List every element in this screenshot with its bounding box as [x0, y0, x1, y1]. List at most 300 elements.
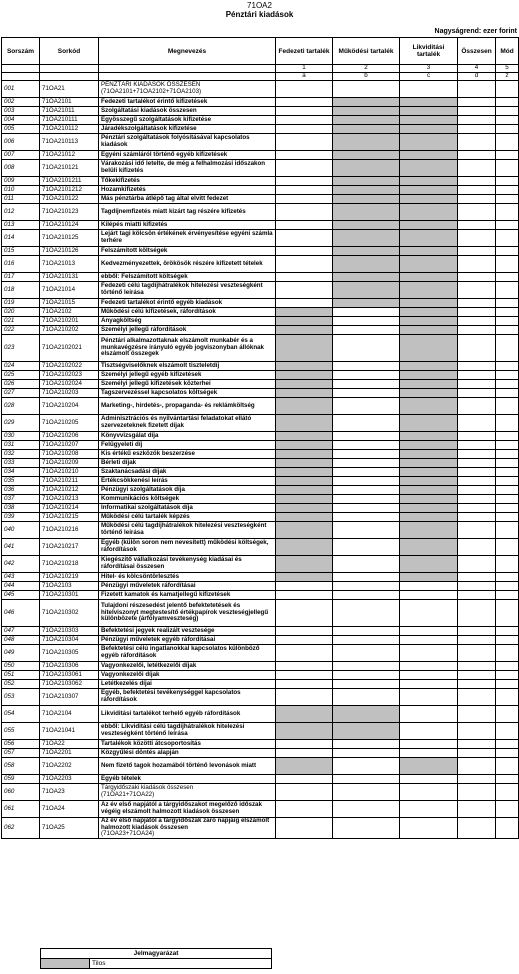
value-cell[interactable] — [276, 282, 333, 299]
row-code: 71OA2102021 — [40, 335, 99, 362]
value-cell[interactable] — [333, 582, 400, 591]
value-cell[interactable] — [496, 740, 519, 749]
value-cell[interactable] — [276, 160, 333, 177]
table-row — [2, 671, 519, 680]
value-cell[interactable] — [496, 450, 519, 459]
value-cell[interactable] — [333, 662, 400, 671]
value-cell[interactable] — [333, 495, 400, 504]
value-cell[interactable] — [333, 308, 400, 317]
value-cell[interactable] — [458, 380, 496, 389]
value-cell[interactable] — [276, 81, 333, 98]
value-cell[interactable] — [400, 645, 458, 662]
value-cell[interactable] — [458, 230, 496, 247]
value-cell[interactable] — [496, 151, 519, 160]
value-cell[interactable] — [458, 247, 496, 256]
value-cell[interactable] — [458, 459, 496, 468]
value-cell[interactable] — [333, 522, 400, 539]
value-cell[interactable] — [400, 801, 458, 818]
value-cell[interactable] — [496, 801, 519, 818]
value-cell[interactable] — [458, 662, 496, 671]
row-name — [99, 662, 276, 671]
value-cell[interactable] — [458, 371, 496, 380]
value-cell[interactable] — [496, 600, 519, 627]
value-cell[interactable] — [496, 273, 519, 282]
value-cell[interactable] — [276, 636, 333, 645]
value-cell[interactable] — [276, 818, 333, 839]
row-name — [99, 81, 276, 98]
value-cell[interactable] — [276, 299, 333, 308]
value-cell[interactable] — [458, 513, 496, 522]
value-cell[interactable] — [496, 415, 519, 432]
row-code: 71OA24 — [40, 801, 99, 818]
value-cell[interactable] — [458, 775, 496, 784]
value-cell[interactable] — [458, 539, 496, 556]
value-cell[interactable] — [276, 627, 333, 636]
row-code: 71OA22 — [40, 740, 99, 749]
value-cell[interactable] — [458, 600, 496, 627]
value-cell[interactable] — [400, 680, 458, 689]
row-name-text: Szolgáltatási kiadások összesen — [101, 106, 197, 114]
value-cell[interactable] — [496, 723, 519, 740]
row-name-text: Az év első napjától a tárgyidőszak záró napjáig elszámolt halmozott kiadások összesen — [101, 817, 270, 831]
value-cell[interactable] — [458, 299, 496, 308]
value-cell[interactable] — [333, 600, 400, 627]
value-cell[interactable] — [496, 749, 519, 758]
value-cell[interactable] — [276, 247, 333, 256]
value-cell[interactable] — [458, 134, 496, 151]
value-cell — [276, 317, 333, 326]
table-row — [2, 317, 519, 326]
value-cell[interactable] — [458, 389, 496, 398]
value-cell[interactable] — [458, 749, 496, 758]
value-cell[interactable] — [276, 582, 333, 591]
value-cell[interactable] — [496, 784, 519, 801]
value-cell[interactable] — [496, 299, 519, 308]
row-formula: (71OA23+71OA24) — [101, 830, 155, 838]
value-cell[interactable] — [276, 689, 333, 706]
value-cell — [276, 371, 333, 380]
value-cell[interactable] — [400, 591, 458, 600]
value-cell[interactable] — [400, 740, 458, 749]
row-name-text: Könyvvizsgálat díja — [101, 431, 159, 439]
value-cell[interactable] — [276, 775, 333, 784]
value-cell[interactable] — [496, 432, 519, 441]
value-cell[interactable] — [276, 680, 333, 689]
row-name — [99, 486, 276, 495]
value-cell[interactable] — [333, 486, 400, 495]
row-number: 055 — [2, 723, 40, 740]
value-cell[interactable] — [496, 636, 519, 645]
value-cell[interactable] — [333, 504, 400, 513]
value-cell — [400, 282, 458, 299]
value-cell[interactable] — [496, 591, 519, 600]
value-cell[interactable] — [333, 689, 400, 706]
value-cell[interactable] — [458, 273, 496, 282]
value-cell — [276, 468, 333, 477]
table-row — [2, 326, 519, 335]
value-cell — [276, 539, 333, 556]
value-cell[interactable] — [496, 380, 519, 389]
value-cell[interactable] — [400, 627, 458, 636]
value-cell[interactable] — [458, 308, 496, 317]
value-cell[interactable] — [333, 671, 400, 680]
value-cell[interactable] — [276, 645, 333, 662]
value-cell[interactable] — [276, 600, 333, 627]
value-cell[interactable] — [458, 282, 496, 299]
row-name-text: Pénztári szolgáltatások folyósításával kapcsolatos kiadások — [101, 134, 250, 148]
value-cell[interactable] — [458, 186, 496, 195]
value-cell[interactable] — [400, 662, 458, 671]
value-cell[interactable] — [496, 468, 519, 477]
value-cell[interactable] — [458, 627, 496, 636]
value-cell[interactable] — [333, 459, 400, 468]
value-cell[interactable] — [496, 186, 519, 195]
value-cell[interactable] — [400, 706, 458, 723]
value-cell[interactable] — [458, 362, 496, 371]
value-cell[interactable] — [333, 556, 400, 573]
value-cell[interactable] — [458, 556, 496, 573]
row-code: 71OA210112 — [40, 125, 99, 134]
row-name — [99, 362, 276, 371]
value-cell[interactable] — [333, 758, 400, 775]
value-cell[interactable] — [333, 636, 400, 645]
value-cell[interactable] — [496, 522, 519, 539]
value-cell[interactable] — [458, 107, 496, 116]
row-name-text: Működési célú tagdíjhátralékok hitelezési veszteségként történő leírása — [101, 522, 267, 536]
value-cell[interactable] — [333, 450, 400, 459]
value-cell[interactable] — [458, 125, 496, 134]
value-cell[interactable] — [496, 504, 519, 513]
value-cell[interactable] — [333, 591, 400, 600]
value-cell[interactable] — [333, 415, 400, 432]
row-name — [99, 398, 276, 415]
value-cell — [333, 125, 400, 134]
table-row — [2, 689, 519, 706]
value-cell[interactable] — [458, 195, 496, 204]
value-cell[interactable] — [496, 671, 519, 680]
row-number: 048 — [2, 636, 40, 645]
value-cell[interactable] — [400, 689, 458, 706]
value-cell[interactable] — [458, 415, 496, 432]
value-cell[interactable] — [496, 556, 519, 573]
row-number: 041 — [2, 539, 40, 556]
value-cell[interactable] — [333, 784, 400, 801]
value-cell[interactable] — [458, 689, 496, 706]
row-code: 71OA210125 — [40, 230, 99, 247]
value-cell[interactable] — [496, 573, 519, 582]
value-cell[interactable] — [496, 335, 519, 362]
row-number: 024 — [2, 362, 40, 371]
value-cell[interactable] — [496, 125, 519, 134]
value-cell[interactable] — [496, 81, 519, 98]
value-cell[interactable] — [333, 81, 400, 98]
value-cell — [400, 758, 458, 775]
value-cell[interactable] — [276, 125, 333, 134]
value-cell[interactable] — [400, 671, 458, 680]
value-cell[interactable] — [276, 134, 333, 151]
value-cell[interactable] — [458, 740, 496, 749]
value-cell[interactable] — [276, 749, 333, 758]
value-cell[interactable] — [496, 539, 519, 556]
value-cell[interactable] — [400, 818, 458, 839]
value-cell[interactable] — [458, 450, 496, 459]
value-cell[interactable] — [496, 706, 519, 723]
value-cell[interactable] — [276, 98, 333, 107]
value-cell[interactable] — [458, 317, 496, 326]
value-cell[interactable] — [333, 335, 400, 362]
value-cell[interactable] — [333, 801, 400, 818]
value-cell[interactable] — [458, 151, 496, 160]
value-cell[interactable] — [458, 256, 496, 273]
row-code: 71OA210113 — [40, 134, 99, 151]
form-title: Pénztári kiadások — [225, 10, 294, 19]
value-cell[interactable] — [496, 398, 519, 415]
row-name — [99, 221, 276, 230]
value-cell[interactable] — [333, 317, 400, 326]
value-cell[interactable] — [496, 256, 519, 273]
value-cell[interactable] — [496, 459, 519, 468]
value-cell[interactable] — [496, 362, 519, 371]
value-cell[interactable] — [333, 398, 400, 415]
value-cell[interactable] — [458, 671, 496, 680]
value-cell[interactable] — [400, 81, 458, 98]
value-cell[interactable] — [458, 477, 496, 486]
row-name-text: Személyi jellegű ráfordítások — [101, 325, 187, 333]
value-cell[interactable] — [496, 775, 519, 784]
value-cell[interactable] — [458, 504, 496, 513]
value-cell[interactable] — [276, 116, 333, 125]
row-name — [99, 539, 276, 556]
value-cell[interactable] — [496, 247, 519, 256]
value-cell[interactable] — [276, 801, 333, 818]
row-number: 059 — [2, 775, 40, 784]
value-cell[interactable] — [400, 582, 458, 591]
col-number: 4 — [458, 65, 496, 73]
value-cell[interactable] — [496, 221, 519, 230]
value-cell[interactable] — [496, 645, 519, 662]
value-cell — [333, 299, 400, 308]
table-row — [2, 680, 519, 689]
value-cell[interactable] — [496, 371, 519, 380]
value-cell[interactable] — [496, 662, 519, 671]
value-cell[interactable] — [496, 317, 519, 326]
value-cell[interactable] — [496, 177, 519, 186]
row-name — [99, 256, 276, 273]
row-code: 71OA210212 — [40, 486, 99, 495]
value-cell[interactable] — [400, 723, 458, 740]
value-cell[interactable] — [496, 389, 519, 398]
value-cell[interactable] — [400, 600, 458, 627]
value-cell[interactable] — [458, 522, 496, 539]
table-row — [2, 389, 519, 398]
value-cell[interactable] — [496, 818, 519, 839]
value-cell[interactable] — [458, 221, 496, 230]
row-name — [99, 723, 276, 740]
value-cell[interactable] — [333, 432, 400, 441]
value-cell[interactable] — [496, 627, 519, 636]
value-cell[interactable] — [276, 177, 333, 186]
value-cell — [400, 389, 458, 398]
value-cell[interactable] — [400, 636, 458, 645]
row-code: 71OA210305 — [40, 645, 99, 662]
value-cell[interactable] — [458, 801, 496, 818]
table-row — [2, 784, 519, 801]
value-cell[interactable] — [458, 723, 496, 740]
value-cell[interactable] — [458, 432, 496, 441]
value-cell[interactable] — [496, 282, 519, 299]
row-code: 71OA210219 — [40, 573, 99, 582]
value-cell[interactable] — [458, 326, 496, 335]
row-name — [99, 706, 276, 723]
row-code: 71OA2202 — [40, 758, 99, 775]
value-cell[interactable] — [276, 221, 333, 230]
value-cell[interactable] — [496, 486, 519, 495]
value-cell[interactable] — [458, 645, 496, 662]
value-cell — [400, 308, 458, 317]
value-cell[interactable] — [496, 98, 519, 107]
row-name-text: Személyi jellegű kifizetések közterhei — [101, 379, 211, 387]
row-code: 71OA210202 — [40, 326, 99, 335]
value-cell[interactable] — [333, 627, 400, 636]
row-name-text: Lejárt tagi kölcsön értékének érvényesítése egyéni számla terhére — [101, 230, 273, 244]
value-cell[interactable] — [496, 582, 519, 591]
value-cell[interactable] — [458, 81, 496, 98]
value-cell[interactable] — [276, 186, 333, 195]
value-cell[interactable] — [333, 389, 400, 398]
value-cell[interactable] — [458, 98, 496, 107]
value-cell[interactable] — [458, 398, 496, 415]
value-cell[interactable] — [458, 818, 496, 839]
value-cell[interactable] — [276, 591, 333, 600]
row-name-text: Marketing-, hirdetés-, propaganda- és reklámköltség — [101, 401, 255, 409]
value-cell[interactable] — [458, 486, 496, 495]
value-cell[interactable] — [458, 441, 496, 450]
row-number: 032 — [2, 450, 40, 459]
value-cell[interactable] — [458, 468, 496, 477]
row-name-text: Nem fizető tagok hozamából történő levonások miatt — [101, 761, 257, 769]
value-cell[interactable] — [496, 758, 519, 775]
value-cell[interactable] — [276, 151, 333, 160]
value-cell[interactable] — [496, 513, 519, 522]
value-cell — [333, 186, 400, 195]
row-name-text: Várakozási idő letelte, de még a felhalmozási időszakon belüli kifizetés — [101, 160, 266, 174]
value-cell[interactable] — [333, 740, 400, 749]
table-row — [2, 723, 519, 740]
value-cell — [400, 380, 458, 389]
value-cell[interactable] — [276, 671, 333, 680]
value-cell[interactable] — [333, 326, 400, 335]
value-cell[interactable] — [458, 591, 496, 600]
row-code: 71OA210209 — [40, 459, 99, 468]
value-cell[interactable] — [496, 680, 519, 689]
col-letter: b — [333, 73, 400, 81]
value-cell[interactable] — [276, 740, 333, 749]
value-cell[interactable] — [496, 107, 519, 116]
value-cell[interactable] — [496, 116, 519, 125]
value-cell[interactable] — [496, 477, 519, 486]
value-cell[interactable] — [458, 784, 496, 801]
value-cell[interactable] — [458, 160, 496, 177]
value-cell[interactable] — [333, 645, 400, 662]
value-cell — [276, 504, 333, 513]
value-cell[interactable] — [333, 477, 400, 486]
value-cell[interactable] — [333, 468, 400, 477]
value-cell[interactable] — [276, 662, 333, 671]
value-cell[interactable] — [458, 680, 496, 689]
value-cell[interactable] — [496, 195, 519, 204]
value-cell[interactable] — [276, 230, 333, 247]
value-cell[interactable] — [458, 706, 496, 723]
value-cell[interactable] — [333, 818, 400, 839]
value-cell[interactable] — [333, 775, 400, 784]
value-cell[interactable] — [496, 204, 519, 221]
value-cell[interactable] — [276, 273, 333, 282]
value-cell[interactable] — [400, 749, 458, 758]
value-cell[interactable] — [400, 784, 458, 801]
value-cell — [276, 758, 333, 775]
value-cell[interactable] — [333, 539, 400, 556]
value-cell[interactable] — [496, 230, 519, 247]
value-cell[interactable] — [333, 441, 400, 450]
value-cell[interactable] — [333, 513, 400, 522]
value-cell[interactable] — [333, 680, 400, 689]
value-cell[interactable] — [496, 160, 519, 177]
value-cell[interactable] — [496, 308, 519, 317]
table-row — [2, 204, 519, 221]
value-cell[interactable] — [333, 380, 400, 389]
value-cell — [400, 326, 458, 335]
value-cell[interactable] — [333, 749, 400, 758]
value-cell — [400, 195, 458, 204]
value-cell[interactable] — [333, 362, 400, 371]
value-cell[interactable] — [333, 573, 400, 582]
value-cell[interactable] — [496, 689, 519, 706]
value-cell[interactable] — [458, 573, 496, 582]
value-cell[interactable] — [458, 495, 496, 504]
row-name-text: Hitel- és kölcsöntörlesztés — [101, 572, 180, 580]
value-cell — [276, 573, 333, 582]
value-cell[interactable] — [458, 335, 496, 362]
value-cell[interactable] — [276, 784, 333, 801]
row-number: 034 — [2, 468, 40, 477]
value-cell — [333, 256, 400, 273]
value-cell[interactable] — [276, 195, 333, 204]
value-cell[interactable] — [333, 371, 400, 380]
table-row — [2, 706, 519, 723]
value-cell[interactable] — [276, 107, 333, 116]
value-cell[interactable] — [458, 636, 496, 645]
value-cell[interactable] — [458, 758, 496, 775]
value-cell[interactable] — [496, 134, 519, 151]
value-cell[interactable] — [458, 177, 496, 186]
row-number: 008 — [2, 160, 40, 177]
row-name — [99, 573, 276, 582]
row-code: 71OA2101211 — [40, 177, 99, 186]
value-cell[interactable] — [496, 326, 519, 335]
value-cell[interactable] — [400, 775, 458, 784]
value-cell[interactable] — [496, 495, 519, 504]
value-cell[interactable] — [496, 441, 519, 450]
row-name-text: Járadékszolgáltatások kifizetése — [101, 124, 197, 132]
row-number: 028 — [2, 398, 40, 415]
value-cell — [276, 556, 333, 573]
value-cell[interactable] — [276, 204, 333, 221]
value-cell[interactable] — [458, 582, 496, 591]
row-name — [99, 195, 276, 204]
value-cell[interactable] — [276, 256, 333, 273]
value-cell[interactable] — [458, 116, 496, 125]
value-cell[interactable] — [458, 204, 496, 221]
